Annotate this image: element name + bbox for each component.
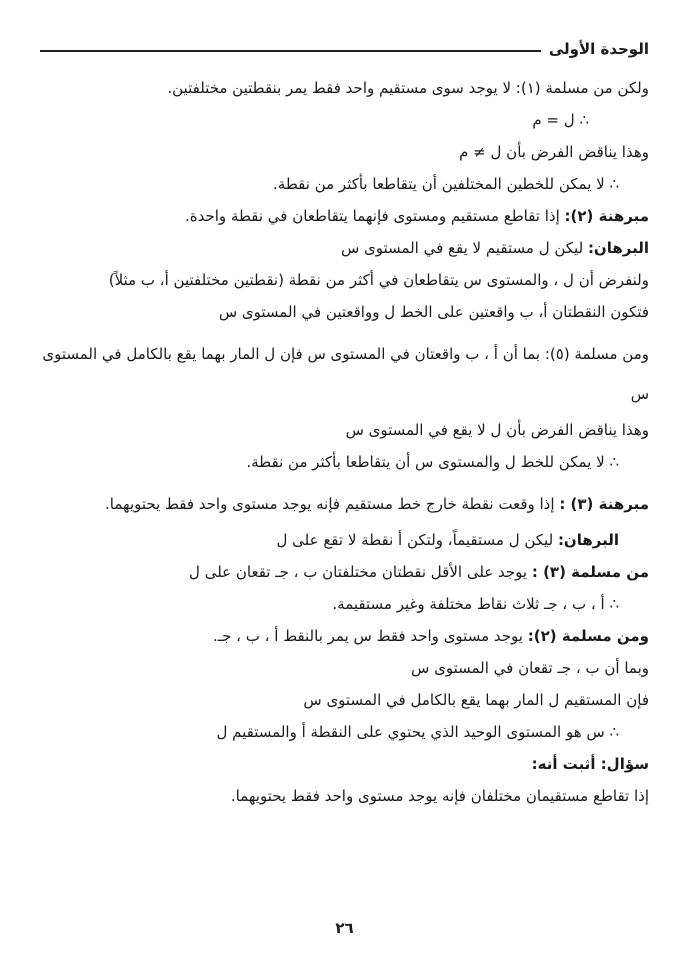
page-content: [40, 78, 649, 818]
line-1: ولكن من مسلمة (١): لا يوجد سوى مستقيم واحد فقط يمر بنقطتين مختلفتين.: [167, 79, 649, 97]
page-number: ٢٦: [335, 919, 354, 937]
unit-title: الوحدة الأولى: [548, 40, 649, 58]
proof-label: البرهان:: [587, 239, 649, 257]
line-17: وبما أن ب ، جـ تقعان في المستوى س: [411, 659, 649, 677]
theorem-3-label: مبرهنة (٣) :: [559, 495, 649, 513]
theorem-3-text: إذا وقعت نقطة خارج خط مستقيم فإنه يوجد مستوى واحد فقط يحتويهما.: [105, 495, 560, 513]
line-5: [40, 206, 649, 226]
theorem-2-text: إذا تقاطع مستقيم ومستوى فإنهما يتقاطعان في نقطة واحدة.: [184, 207, 565, 225]
axiom-2-text: يوجد مستوى واحد فقط س يمر بالنقط أ ، ب ، جـ.: [212, 627, 528, 645]
line-9: ومن مسلمة (٥): بما أن أ ، ب واقعتان في المستوى س فإن ل المار بهما يقع بالكامل في المستوى س: [42, 345, 649, 403]
line-14: [40, 562, 649, 582]
line-8: فتكون النقطتان أ، ب واقعتين على الخط ل وواقعتين في المستوى س: [218, 303, 649, 321]
line-7: ولنفرض أن ل ، والمستوى س يتقاطعان في أكثر من نقطة (نقطتين مختلفتين أ، ب مثلاً): [108, 271, 649, 289]
line-10: وهذا يناقض الفرض بأن ل لا يقع في المستوى س: [345, 421, 649, 439]
proof-text: ليكن ل مستقيم لا يقع في المستوى س: [340, 239, 588, 257]
line-13: [40, 530, 649, 550]
line-12: [40, 484, 649, 524]
header-rule: [40, 50, 541, 52]
axiom-2-label: ومن مسلمة (٢):: [527, 627, 649, 645]
line-2: ∴ ل = م: [532, 111, 589, 129]
axiom-3-label: من مسلمة (٣) :: [531, 563, 649, 581]
line-18: فإن المستقيم ل المار بهما يقع بالكامل في المستوى س: [303, 691, 649, 709]
theorem-2-label: مبرهنة (٢):: [564, 207, 649, 225]
line-6: [40, 238, 649, 258]
question-text: إذا تقاطع مستقيمان مختلفان فإنه يوجد مستوى واحد فقط يحتويهما.: [230, 787, 649, 805]
line-4: ∴ لا يمكن للخطين المختلفين أن يتقاطعا بأكثر من نقطة.: [273, 175, 619, 193]
proof-text-2: ليكن ل مستقيماً، ولتكن أ نقطة لا تقع على ل: [276, 531, 558, 549]
line-15: ∴ أ ، ب ، جـ ثلاث نقاط مختلفة وغير مستقيمة.: [332, 595, 619, 613]
line-19: ∴ س هو المستوى الوحيد الذي يحتوي على النقطة أ والمستقيم ل: [216, 723, 619, 741]
page-header: [40, 34, 649, 64]
line-11: ∴ لا يمكن للخط ل والمستوى س أن يتقاطعا بأكثر من نقطة.: [246, 453, 619, 471]
line-16: [40, 626, 649, 646]
proof-label-2: البرهان:: [557, 531, 619, 549]
question-label: سؤال: أثبت أنه:: [531, 755, 649, 773]
line-3: وهذا يناقض الفرض بأن ل ≠ م: [459, 143, 649, 161]
axiom-3-text: يوجد على الأقل نقطتان مختلفتان ب ، جـ تقعان على ل: [189, 563, 532, 581]
